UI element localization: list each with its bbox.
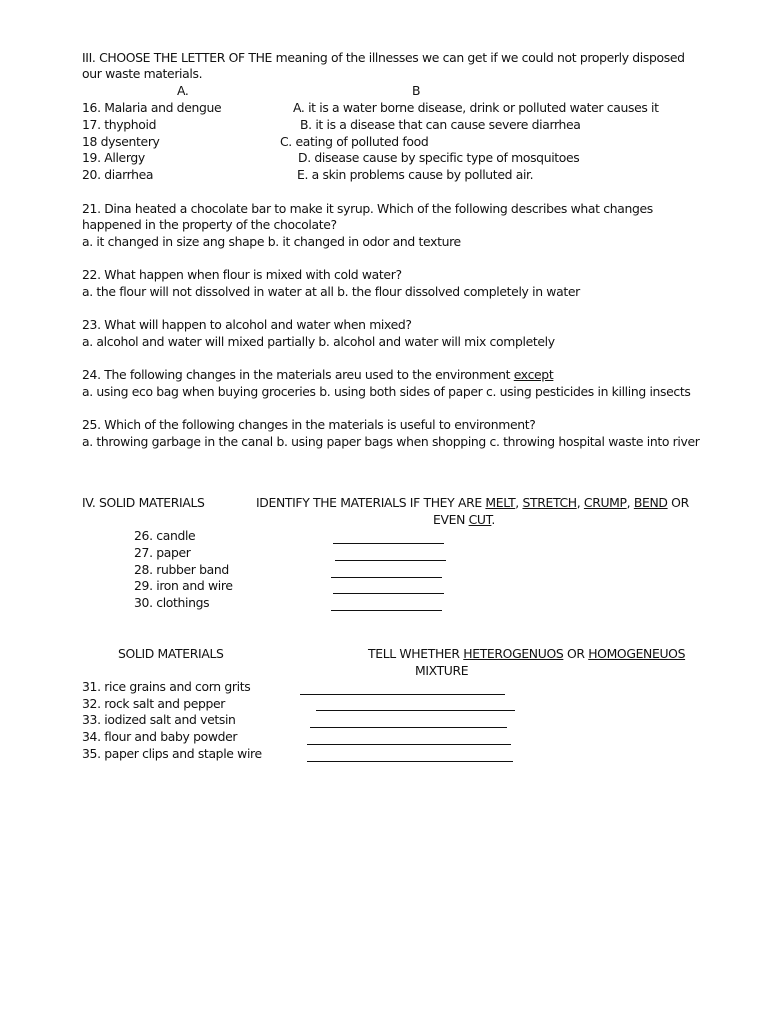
question-21-line2: happened in the property of the chocolate?	[82, 217, 337, 232]
material-item: 27. paper	[134, 545, 191, 560]
col-b-item: B. it is a disease that can cause severe diarrhea	[300, 117, 581, 132]
question-24-except: except	[513, 367, 554, 382]
question-23-line1: 23. What will happen to alcohol and water when mixed?	[82, 317, 412, 332]
question-22-line1: 22. What happen when flour is mixed with cold water?	[82, 267, 402, 282]
col-a-item: 19. Allergy	[82, 150, 145, 165]
answer-blank[interactable]	[300, 694, 505, 695]
col-b-item: D. disease cause by specific type of mosquitoes	[298, 150, 580, 165]
question-25-choices: a. throwing garbage in the canal b. using paper bags when shopping c. throwing hospital waste into river	[82, 434, 700, 449]
keyword-homogeneous: HOMOGENEUOS	[588, 646, 686, 661]
or-text: OR	[667, 495, 689, 510]
section3-instruction-line2: our waste materials.	[82, 66, 203, 81]
keyword-bend: BEND	[633, 495, 668, 510]
keyword-heterogeneous: HETEROGENUOS	[463, 646, 564, 661]
mixture-item: 33. iodized salt and vetsin	[82, 712, 236, 727]
separator: ,	[576, 495, 584, 510]
section5-instruction-prefix: TELL WHETHER	[368, 646, 464, 661]
col-a-item: 16. Malaria and dengue	[82, 100, 222, 115]
col-a-item: 17. thyphoid	[82, 117, 157, 132]
keyword-crump: CRUMP	[583, 495, 627, 510]
separator: ,	[515, 495, 523, 510]
question-24-line1	[82, 367, 553, 383]
col-a-item: 20. diarrhea	[82, 167, 154, 182]
period: .	[491, 512, 495, 527]
mixture-item: 34. flour and baby powder	[82, 729, 238, 744]
answer-blank[interactable]	[331, 610, 442, 611]
question-21-line1: 21. Dina heated a chocolate bar to make it syrup. Which of the following describes what changes	[82, 201, 653, 216]
answer-blank[interactable]	[331, 577, 442, 578]
section5-instruction-line2: MIXTURE	[415, 663, 469, 678]
answer-blank[interactable]	[333, 593, 444, 594]
keyword-stretch: STRETCH	[522, 495, 577, 510]
question-23-choices: a. alcohol and water will mixed partially b. alcohol and water will mix completely	[82, 334, 555, 349]
section5-title: SOLID MATERIALS	[118, 646, 224, 661]
col-b-item: A. it is a water borne disease, drink or polluted water causes it	[293, 100, 659, 115]
section4-title: IV. SOLID MATERIALS	[82, 495, 205, 510]
col-a-item: 18 dysentery	[82, 134, 160, 149]
section4-instruction-line2	[433, 512, 495, 528]
question-24-text: 24. The following changes in the materials areu used to the environment	[82, 367, 514, 382]
material-item: 28. rubber band	[134, 562, 229, 577]
keyword-melt: MELT	[485, 495, 516, 510]
col-b-item: C. eating of polluted food	[280, 134, 429, 149]
material-item: 30. clothings	[134, 595, 210, 610]
mixture-item: 32. rock salt and pepper	[82, 696, 226, 711]
mixture-item: 31. rice grains and corn grits	[82, 679, 251, 694]
answer-blank[interactable]	[307, 744, 511, 745]
answer-blank[interactable]	[335, 560, 446, 561]
mixture-item: 35. paper clips and staple wire	[82, 746, 262, 761]
question-22-choices: a. the flour will not dissolved in water at all b. the flour dissolved completely in water	[82, 284, 580, 299]
question-21-choices: a. it changed in size ang shape b. it changed in odor and texture	[82, 234, 461, 249]
col-b-item: E. a skin problems cause by polluted air.	[297, 167, 534, 182]
or-text: OR	[563, 646, 589, 661]
question-25-line1: 25. Which of the following changes in the materials is useful to environment?	[82, 417, 536, 432]
section4-instruction-prefix: IDENTIFY THE MATERIALS IF THEY ARE	[256, 495, 486, 510]
separator: ,	[626, 495, 634, 510]
section4-instruction-line1	[256, 495, 689, 511]
material-item: 26. candle	[134, 528, 196, 543]
answer-blank[interactable]	[333, 543, 444, 544]
section3-instruction-line1: III. CHOOSE THE LETTER OF THE meaning of the illnesses we can get if we could not properly disposed	[82, 50, 685, 65]
section5-instruction-line1	[368, 646, 685, 662]
answer-blank[interactable]	[307, 761, 513, 762]
answer-blank[interactable]	[310, 727, 507, 728]
column-a-header: A.	[177, 83, 189, 98]
material-item: 29. iron and wire	[134, 578, 233, 593]
even-text: EVEN	[433, 512, 469, 527]
question-24-choices: a. using eco bag when buying groceries b. using both sides of paper c. using pesticides in killing insects	[82, 384, 691, 399]
answer-blank[interactable]	[316, 710, 515, 711]
keyword-cut: CUT	[468, 512, 492, 527]
column-b-header: B	[412, 83, 421, 98]
